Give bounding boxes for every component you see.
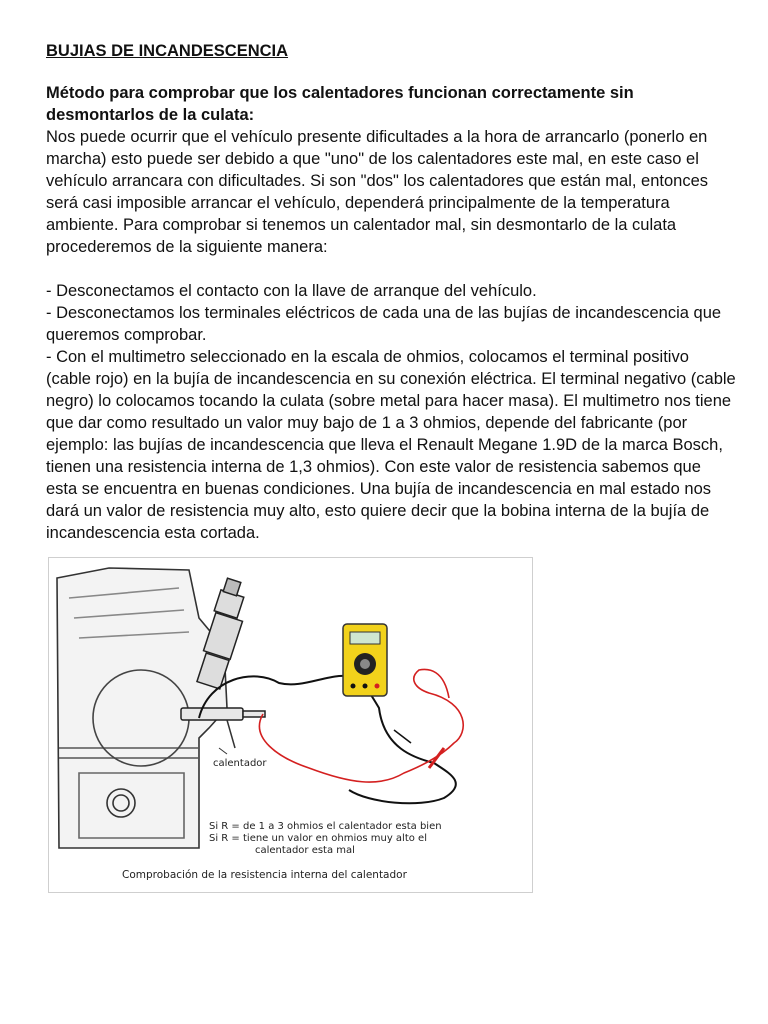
black-wire <box>199 676 456 803</box>
step-item-2: - Desconectamos los terminales eléctricos de cada una de las bujías de incandescencia que queremos comprobar. <box>46 304 722 344</box>
section-subtitle: Método para comprobar que los calentadores funcionan correctamente sin desmontarlos de la culata: <box>46 84 634 124</box>
step-item-1: - Desconectamos el contacto con la llave de arranque del vehículo. <box>46 282 537 300</box>
figure-illustration <box>49 558 532 892</box>
note-good-resistance: Si R = de 1 a 3 ohmios el calentador esta bien <box>209 821 442 832</box>
note-bad-resistance-cont: calentador esta mal <box>255 845 355 856</box>
intro-paragraph: Nos puede ocurrir que el vehículo presente dificultades a la hora de arrancarlo (ponerlo en marcha) esto puede ser debido a que "uno" de los calentadores este mal, en este caso el vehículo arrancara con dificultades. Si son "dos" los calentadores que están mal, entonces será casi imposible arrancar el vehículo, dependerá principalmente de la temperatura ambiente. Para comprobar si tenemos un calentador mal, sin desmontarlo de la culata procederemos de la siguiente manera: <box>46 128 709 256</box>
document-title: BUJIAS DE INCANDESCENCIA <box>46 42 289 60</box>
multimeter-drawing <box>343 624 387 696</box>
document-body <box>46 40 736 544</box>
steps-list <box>46 280 736 544</box>
step-item-3: - Con el multimetro seleccionado en la escala de ohmios, colocamos el terminal positivo (cable rojo) en la bujía de incandescencia en su conexión eléctrica. El terminal negativo (cable negro) lo colocamos tocando la culata (sobre metal para hacer masa). El multimetro nos tiene que dar como resultado un valor muy bajo de 1 a 3 ohmios, depende del fabricante (por ejemplo: las bujías de incandescencia que lleva el Renault Megane 1.9D de la marca Bosch, tienen una resistencia interna de 1,3 ohmios). Con este valor de resistencia sabemos que esta se encuentra en buenas condiciones. Una bujía de incandescencia en mal estado nos dará un valor de resistencia muy alto, esto quiere decir que la bobina interna de la bujía de incandescencia esta cortada. <box>46 348 736 542</box>
glow-plug-test-figure <box>48 557 533 893</box>
figure-caption: Comprobación de la resistencia interna del calentador <box>122 869 407 881</box>
note-bad-resistance: Si R = tiene un valor en ohmios muy alto el <box>209 833 427 844</box>
calentador-label: calentador <box>213 758 267 769</box>
